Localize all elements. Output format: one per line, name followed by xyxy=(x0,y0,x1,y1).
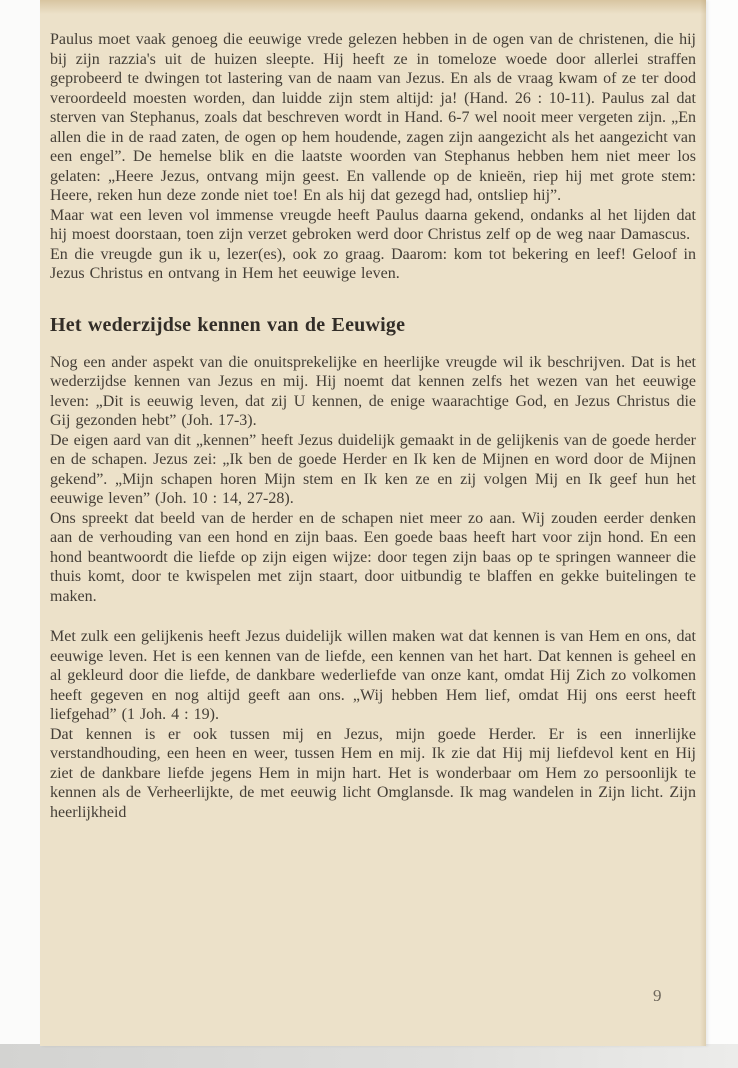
text-block xyxy=(50,30,696,822)
page-number: 9 xyxy=(653,986,662,1005)
paragraph-dat-kennen-is-er-ook: Dat kennen is er ook tussen mij en Jezus, mijn goede Herder. Er is een innerlijke verstandhouding, een heen en weer, tussen Hem en mij. Ik zie dat Hij mij liefdevol kent en Hij ziet de dankbare liefde jegens Hem in mijn hart. Het is wonderbaar om Hem zo persoonlijk te kennen als de Verheerlijkte, de met eeuwig licht Omglansde. Ik mag wandelen in Zijn licht. Zijn heerlijkheid xyxy=(50,725,696,821)
paragraph-maar-wat-een-leven: Maar wat een leven vol immense vreugde heeft Paulus daarna gekend, ondanks al het lijden dat hij moest doorstaan, toen zijn verzet gebroken werd door Christus zelf op de weg naar Damascus. xyxy=(50,206,696,243)
paragraph-paulus-vrede: Paulus moet vaak genoeg die eeuwige vrede gelezen hebben in de ogen van de christenen, die hij bij zijn razzia's uit de huizen sleepte. Hij heeft ze in tomeloze woede door allerlei straffen geprobeerd te dwingen tot lastering van de naam van Jezus. En als de vraag kwam of ze ter dood veroordeeld moesten worden, dan luidde zijn stem altijd: ja! (Hand. 26 : 10-11). Paulus zal dat sterven van Stephanus, zoals dat beschreven wordt in Hand. 6-7 wel nooit meer vergeten zijn. „En allen die in de raad zaten, de ogen op hem houdende, zagen zijn aangezicht als het aangezicht van een engel”. De hemelse blik en die laatste woorden van Stephanus hebben hem niet meer los gelaten: „Heere Jezus, ontvang mijn geest. En vallende op de knieën, riep hij met grote stem: Heere, reken hun deze zonde niet toe! En als hij dat gezegd had, ontsliep hij”. xyxy=(50,31,696,204)
scanner-bed-shadow xyxy=(0,1044,738,1068)
section-heading: Het wederzijdse kennen van de Eeuwige xyxy=(50,313,406,336)
paragraph-met-zulk-een-gelijkenis: Met zulk een gelijkenis heeft Jezus duidelijk willen maken wat dat kennen is van Hem en ons, dat eeuwige leven. Het is een kennen van de liefde, een kennen van het hart. Dat kennen is geheel en al gekleurd door die liefde, de dankbare wederliefde van onze kant, omdat Hij Zich zo volkomen heeft gegeven en nog altijd geeft aan ons. „Wij hebben Hem lief, omdat Hij ons eerst heeft liefgehad” (1 Joh. 4 : 19). xyxy=(50,628,696,723)
paragraph-en-die-vreugde: En die vreugde gun ik u, lezer(es), ook zo graag. Daarom: kom tot bekering en leef! Geloof in Jezus Christus en ontvang in Hem het eeuwige leven. xyxy=(50,245,696,282)
paragraph-nog-een-ander-aspekt: Nog een ander aspekt van die onuitsprekelijke en heerlijke vreugde wil ik beschrijven. Dat is het wederzijdse kennen van Jezus en mij. Hij noemt dat kennen zelfs het wezen van het eeuwige leven: „Dit is eeuwig leven, dat zij U kennen, de enige waarachtige God, en Jezus Christus die Gij gezonden hebt” (Joh. 17-3). xyxy=(50,353,696,429)
book-page xyxy=(40,0,706,1046)
scan-right-margin xyxy=(706,0,738,1044)
paragraph-ons-spreekt-dat-beeld: Ons spreekt dat beeld van de herder en de schapen niet meer zo aan. Wij zouden eerder denken aan de verhouding van een hond en zijn baas. Een goede baas heeft hart voor zijn hond. En een hond beantwoordt die liefde op zijn eigen wijze: door tegen zijn baas op te springen wanneer die thuis komt, door te kwispelen met zijn staart, door uitbundig te blaffen en gekke buitelingen te maken. xyxy=(50,509,696,605)
paragraph-de-eigen-aard: De eigen aard van dit „kennen” heeft Jezus duidelijk gemaakt in de gelijkenis van de goede herder en de schapen. Jezus zei: „Ik ben de goede Herder en Ik ken de Mijnen en word door de Mijnen gekend”. „Mijn schapen horen Mijn stem en Ik ken ze en zij volgen Mij en Ik geef hun het eeuwige leven” (Joh. 10 : 14, 27-28). xyxy=(50,431,696,507)
